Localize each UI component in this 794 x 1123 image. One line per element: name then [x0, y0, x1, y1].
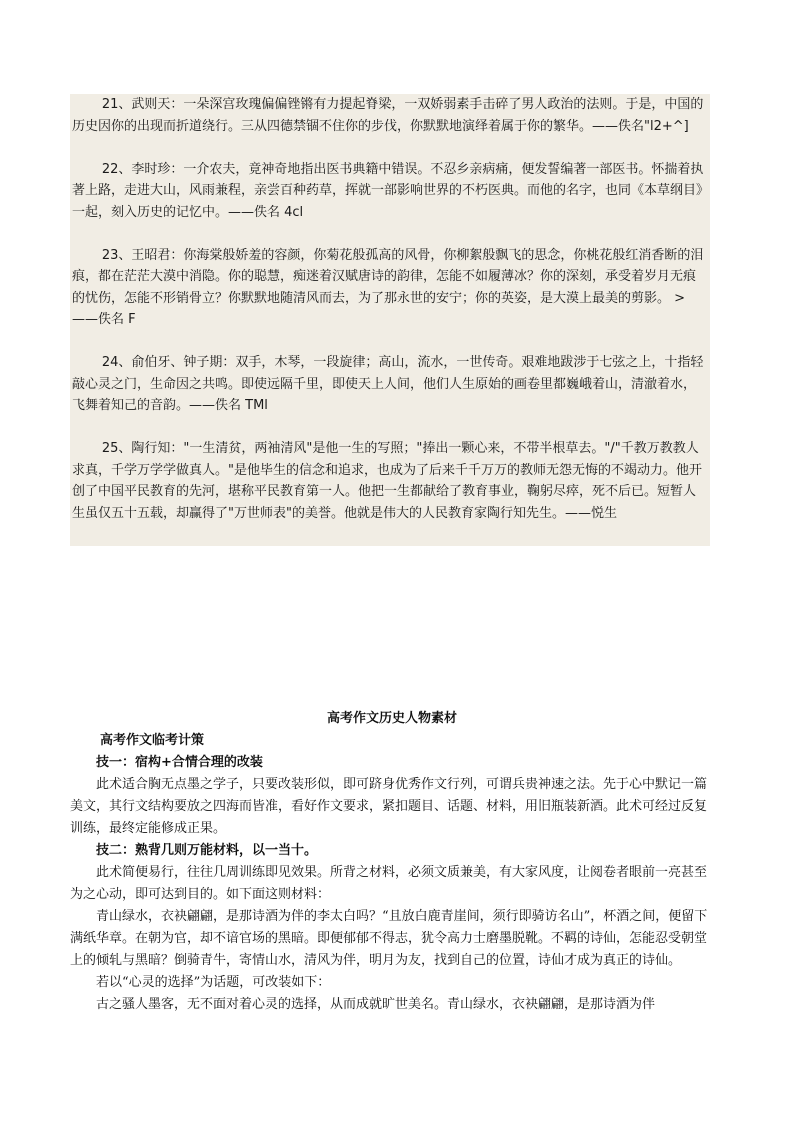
spacer: [70, 223, 710, 245]
entry-23: [70, 245, 710, 331]
technique-one-paragraph: 此术适合胸无点墨之学子，只要改装形似，即可跻身优秀作文行列，可谓兵贵神速之法。先于心中默记一篇美文，其行文结构要放之四海而皆准，看好作文要求，紧扣题目、话题、材料，用旧瓶装新酒。此术可经过反复训练，最终定能修成正果。: [70, 777, 708, 836]
biography-excerpts-block: [70, 94, 710, 546]
spacer: [70, 137, 710, 159]
document-title: 高考作文历史人物素材: [326, 711, 457, 726]
technique-one-heading: 技一：宿构+合情合理的改装: [96, 755, 263, 770]
rewrite-sample-paragraph: 古之骚人墨客，无不面对着心灵的选择，从而成就旷世美名。青山绿水，衣袂翩翩，是那诗酒为伴: [96, 997, 656, 1012]
technique-two-paragraph: 此术简便易行，往往几周训练即见效果。所背之材料，必须文质兼美，有大家风度，让阅卷者眼前一亮甚至为之心动，即可达到目的。如下面这则材料：: [70, 865, 708, 902]
writing-strategies-section: [70, 708, 714, 1016]
sample-material-paragraph: 青山绿水，衣袂翩翩，是那诗酒为伴的李太白吗？“且放白鹿青崖间，须行即骑访名山”，杯酒之间，便留下满纸华章。在朝为官，却不谙官场的黑暗。即便郁郁不得志，犹令高力士磨墨脱靴。不羁的诗仙，怎能忍受朝堂上的倾轧与黑暗？倒骑青牛，寄情山水，清风为伴，明月为友，找到自己的位置，诗仙才成为真正的诗仙。: [70, 909, 708, 968]
entry-text: 23、王昭君：你海棠般娇羞的容颜，你菊花般孤高的风骨，你柳絮般飘飞的思念，你桃花般红消香断的泪痕，都在茫茫大漠中消隐。你的聪慧，痴迷着汉赋唐诗的韵律，怎能不如履薄冰？你的深刻，承受着岁月无痕的忧伤，怎能不形销骨立？你默默地随清风而去，为了那永世的安宁；你的英姿，是大漠上最美的剪影。 >——佚名 F: [72, 247, 704, 327]
spacer: [70, 417, 710, 439]
entry-text: 22、李时珍：一介农夫，竟神奇地指出医书典籍中错误。不忍乡亲病痛，便发誓编著一部医书。怀揣着执著上路，走进大山，风雨兼程，亲尝百种药草，挥就一部影响世界的不朽医典。而他的名字，也同《本草纲目》一起，刻入历史的记忆中。——佚名 4cl: [72, 161, 704, 220]
technique-two-heading: 技二：熟背几则万能材料，以一当十。: [96, 843, 318, 858]
section-subtitle: 高考作文临考计策: [100, 733, 205, 748]
entry-25: [70, 438, 710, 524]
entry-text: 21、武则天：一朵深宫玫瑰偏偏锉锵有力提起脊梁，一双娇弱素手击碎了男人政治的法则。于是，中国的历史因你的出现而折道绕行。三从四德禁锢不住你的步伐，你默默地演绎着属于你的繁华。——佚名"l2+^]: [72, 97, 704, 134]
spacer: [70, 331, 710, 353]
rewrite-intro-paragraph: 若以“心灵的选择”为话题，可改装如下：: [96, 975, 331, 990]
entry-24: [70, 352, 710, 417]
entry-text: 24、俞伯牙、钟子期：双手，木琴，一段旋律；高山，流水，一世传奇。艰难地跋涉于七弦之上，十指轻敲心灵之门，生命因之共鸣。即使远隔千里，即使天上人间，他们人生原始的画卷里都巍峨着山，清澈着水，飞舞着知己的音韵。——佚名 TMl: [72, 355, 704, 413]
entry-21: [70, 94, 710, 137]
entry-22: [70, 159, 710, 224]
entry-text: 25、陶行知："一生清贫，两袖清风"是他一生的写照；"捧出一颗心来，不带半根草去。"/"千教万教教人求真，千学万学学做真人。"是他毕生的信念和追求，也成为了后来千千万万的教师无怨无悔的不竭动力。他开创了中国平民教育的先河，堪称平民教育第一人。他把一生都献给了教育事业，鞠躬尽瘁，死不后已。短暂人生虽仅五十五载，却赢得了"万世师表"的美誉。他就是伟大的人民教育家陶行知先生。——悦生: [72, 441, 702, 521]
